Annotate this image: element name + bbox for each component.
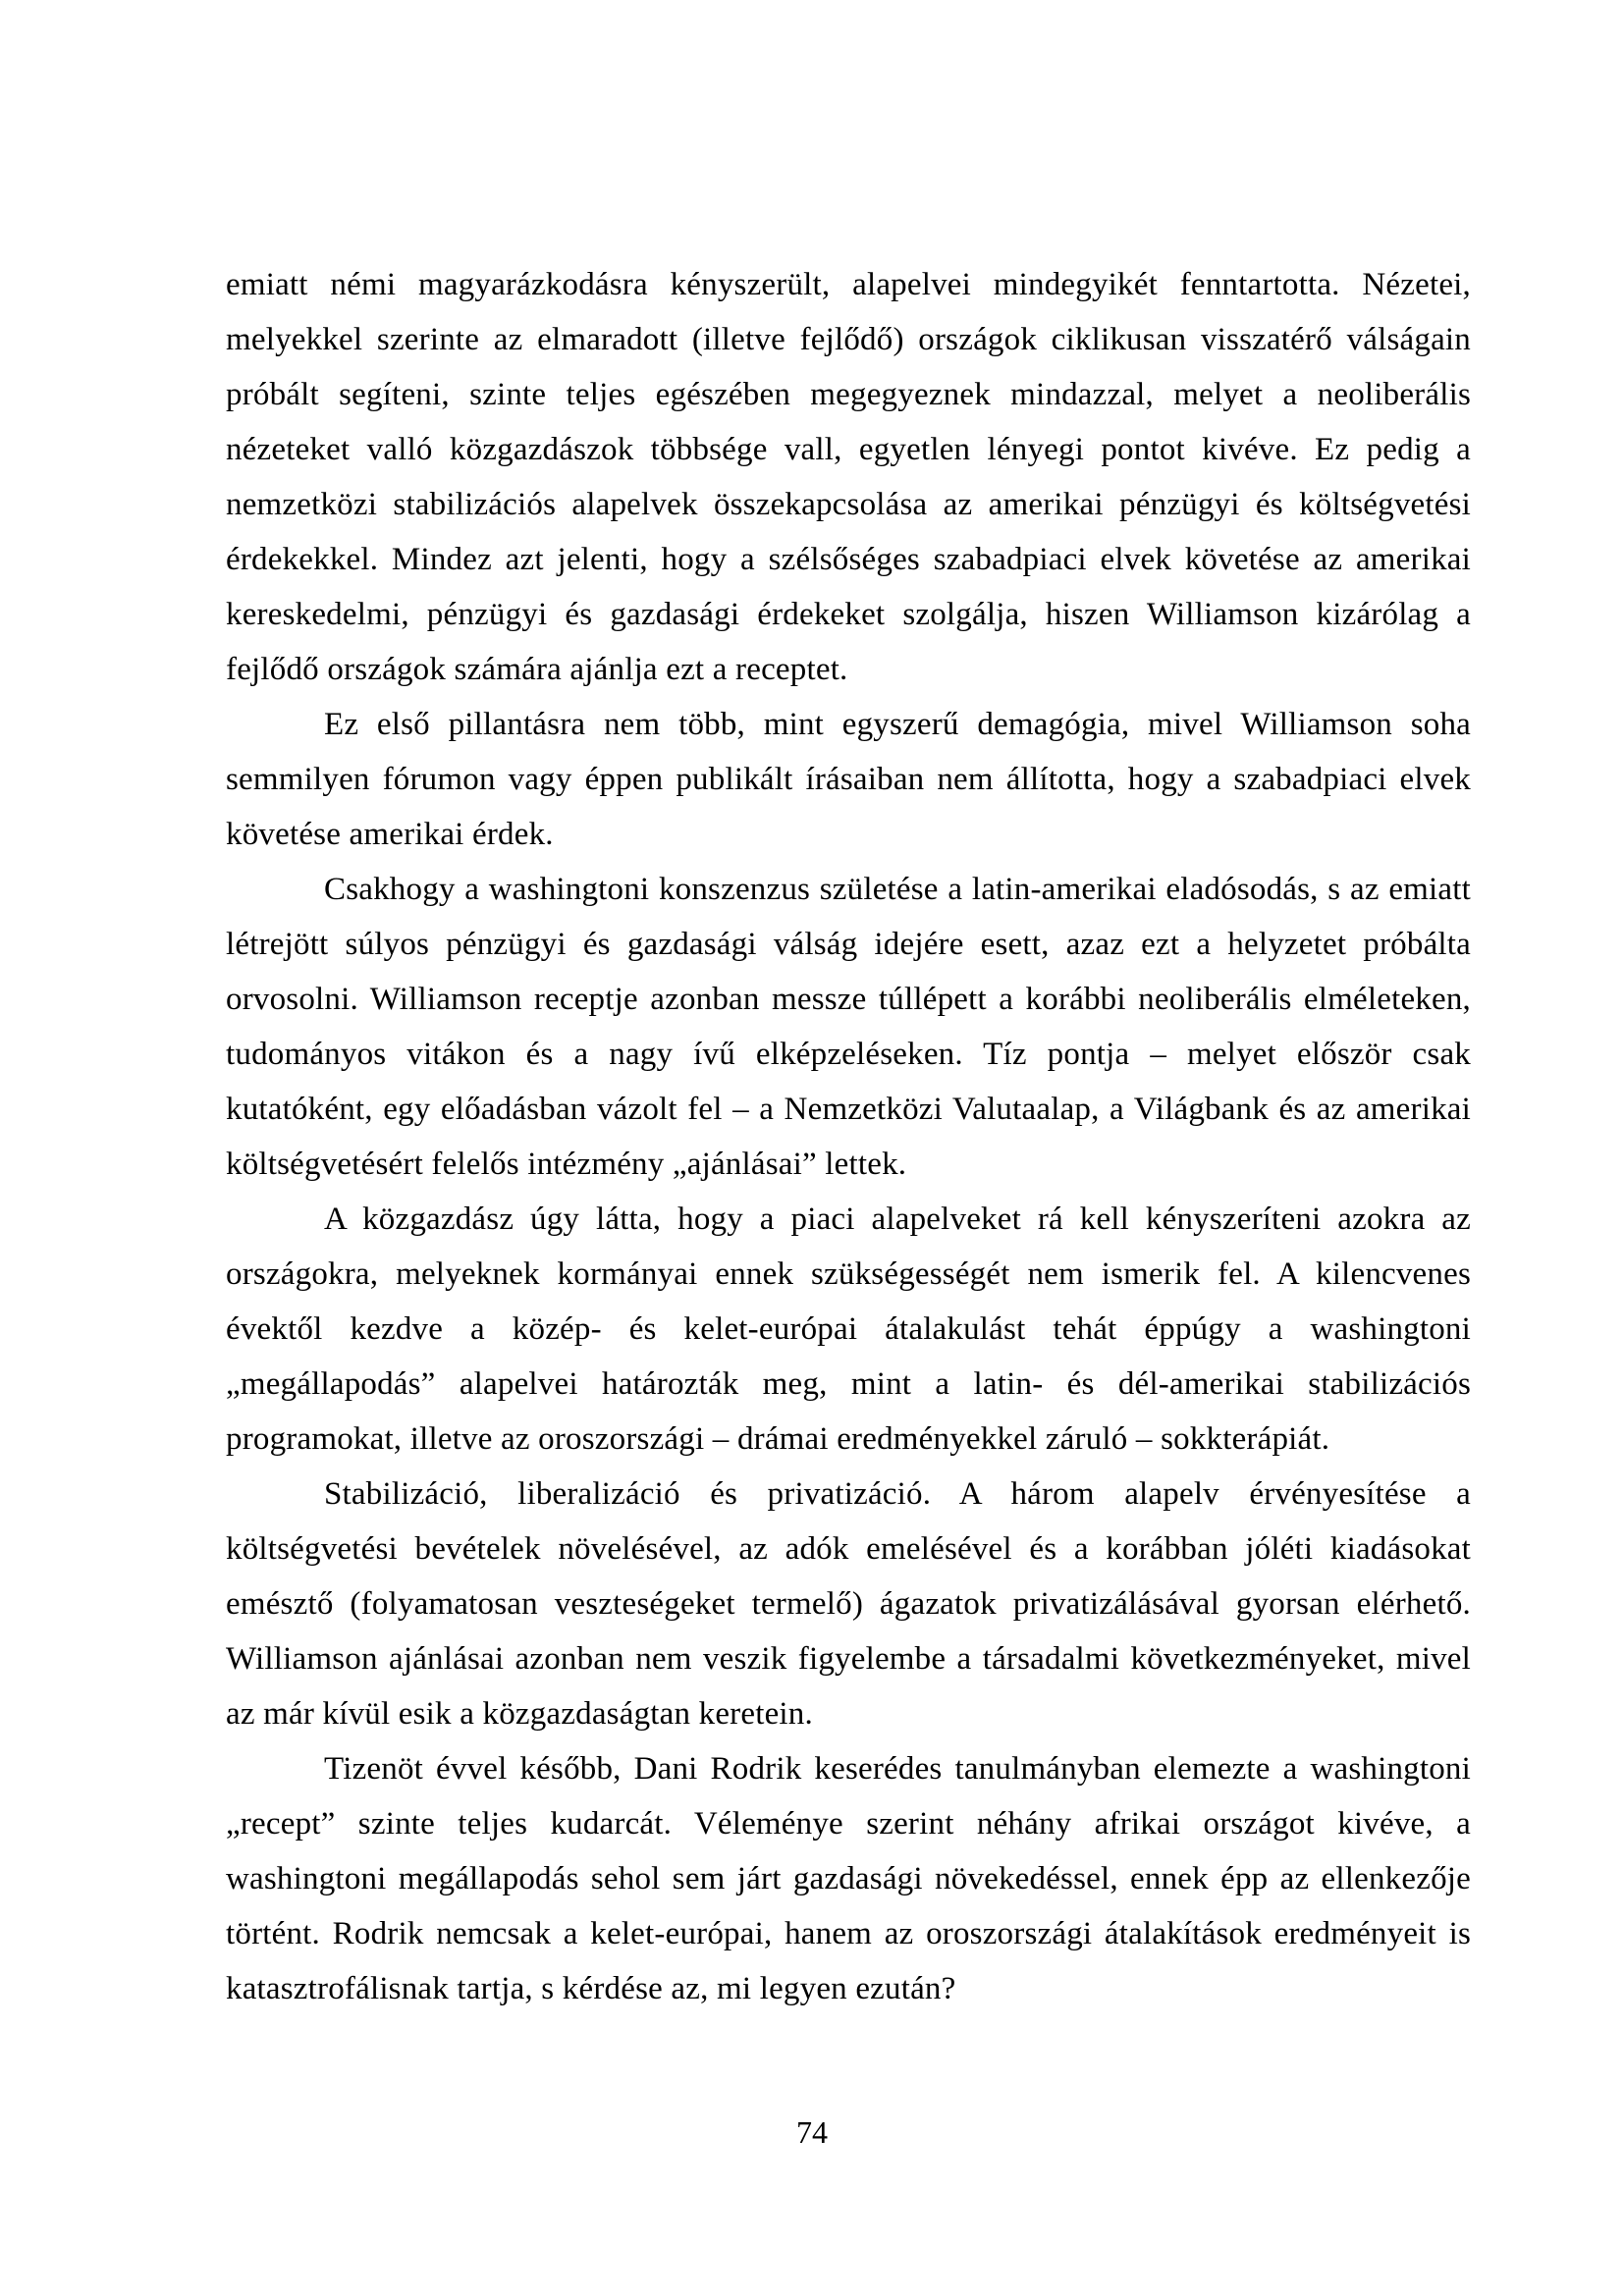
paragraph: Ez első pillantásra nem több, mint egyszerű demagógia, mivel Williamson soha semmilyen fórumon vagy éppen publikált írásaiban nem állította, hogy a szabadpiaci elvek követése amerikai érdek.	[226, 707, 1471, 852]
page-number: 74	[796, 2114, 828, 2150]
paragraph: A közgazdász úgy látta, hogy a piaci alapelveket rá kell kényszeríteni azokra az országokra, melyeknek kormányai ennek szükségességét nem ismerik fel. A kilencvenes évektől kezdve a közép- és kelet-európai átalakulást tehát éppúgy a washingtoni „megállapodás” alapelvei határozták meg, mint a latin- és dél-amerikai stabilizációs programokat, illetve az oroszországi – drámai eredményekkel záruló – sokkterápiát.	[226, 1201, 1471, 1457]
paragraph: Stabilizáció, liberalizáció és privatizáció. A három alapelv érvényesítése a költségvetési bevételek növelésével, az adók emelésével és a korábban jóléti kiadásokat emésztő (folyamatosan veszteségeket termelő) ágazatok privatizálásával gyorsan elérhető. Williamson ajánlásai azonban nem veszik figyelembe a társadalmi következményeket, mivel az már kívül esik a közgazdaságtan keretein.	[226, 1476, 1471, 1732]
paragraph: emiatt némi magyarázkodásra kényszerült, alapelvei mindegyikét fenntartotta. Nézetei, melyekkel szerinte az elmaradott (illetve fejlődő) országok ciklikusan visszatérő válságain próbált segíteni, szinte teljes egészében megegyeznek mindazzal, melyet a neoliberális nézeteket valló közgazdászok többsége vall, egyetlen lényegi pontot kivéve. Ez pedig a nemzetközi stabilizációs alapelvek összekapcsolása az amerikai pénzügyi és költségvetési érdekekkel. Mindez azt jelenti, hogy a szélsőséges szabadpiaci elvek követése az amerikai kereskedelmi, pénzügyi és gazdasági érdekeket szolgálja, hiszen Williamson kizárólag a fejlődő országok számára ajánlja ezt a receptet.	[226, 267, 1471, 687]
body-text	[226, 257, 1471, 2016]
paragraph: Tizenöt évvel később, Dani Rodrik keserédes tanulmányban elemezte a washingtoni „recept” szinte teljes kudarcát. Véleménye szerint néhány afrikai országot kivéve, a washingtoni megállapodás sehol sem járt gazdasági növekedéssel, ennek épp az ellenkezője történt. Rodrik nemcsak a kelet-európai, hanem az oroszországi átalakítások eredményeit is katasztrofálisnak tartja, s kérdése az, mi legyen ezután?	[226, 1751, 1471, 2006]
paragraph: Csakhogy a washingtoni konszenzus születése a latin-amerikai eladósodás, s az emiatt létrejött súlyos pénzügyi és gazdasági válság idejére esett, azaz ezt a helyzetet próbálta orvosolni. Williamson receptje azonban messze túllépett a korábbi neoliberális elméleteken, tudományos vitákon és a nagy ívű elképzeléseken. Tíz pontja – melyet először csak kutatóként, egy előadásban vázolt fel – a Nemzetközi Valutaalap, a Világbank és az amerikai költségvetésért felelős intézmény „ajánlásai” lettek.	[226, 872, 1471, 1182]
